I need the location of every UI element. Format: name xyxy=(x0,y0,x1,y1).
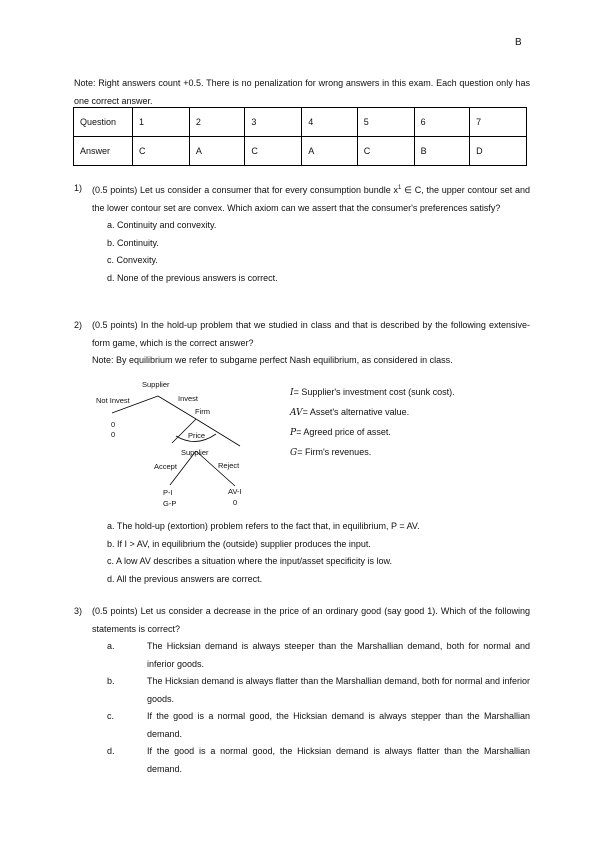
node-label: Firm xyxy=(195,407,210,416)
option-b: b. Continuity. xyxy=(107,237,159,248)
game-tree xyxy=(92,378,262,514)
question-number: 1) xyxy=(74,183,83,193)
definition xyxy=(290,423,455,443)
answer-cell: B xyxy=(414,137,469,166)
option-b xyxy=(107,673,530,708)
row-header-answer: Answer xyxy=(74,137,133,166)
question-cell: 7 xyxy=(470,108,527,137)
payoff: G-P xyxy=(163,499,177,508)
answer-table xyxy=(73,107,527,166)
question-2 xyxy=(74,317,530,370)
question-row xyxy=(74,108,527,137)
definition xyxy=(290,443,455,463)
answer-row xyxy=(74,137,527,166)
question-text: (0.5 points) Let us consider a decrease in the price of an ordinary good (say good 1). Which of the following statements is correct? xyxy=(92,606,530,634)
question-text-part: ∈ C, the upper contour set and the lower contour set are convex. Which axiom can we assert that the consumer's preferences satisfy? xyxy=(92,185,530,213)
definition xyxy=(290,403,455,423)
branch-label: Price xyxy=(188,431,206,440)
instructions-note: Note: Right answers count +0.5. There is no penalization for wrong answers in this exam. Each question only has one correct answer. xyxy=(74,78,530,106)
option-d: d. None of the previous answers is correct. xyxy=(107,272,278,283)
payoff: AV-I xyxy=(228,487,242,496)
question-2-options xyxy=(74,518,530,588)
payoff: 0 xyxy=(111,430,116,439)
question-number: 3) xyxy=(74,606,83,616)
question-text xyxy=(92,180,530,217)
answer-cell: D xyxy=(470,137,527,166)
node-label: Supplier xyxy=(142,380,170,389)
question-cell: 3 xyxy=(245,108,302,137)
option-text: The Hicksian demand is always steeper than the Marshallian demand, both for normal and inferior goods. xyxy=(147,641,530,669)
branch-label: Reject xyxy=(218,461,240,470)
option-label: a. xyxy=(107,641,115,651)
question-3 xyxy=(74,603,530,778)
question-cell: 2 xyxy=(189,108,244,137)
branch-label: Not Invest xyxy=(96,396,130,405)
question-cell: 4 xyxy=(302,108,357,137)
superscript: 1 xyxy=(398,185,402,191)
variable-definitions xyxy=(290,383,455,463)
definition-text: = Supplier's investment cost (sunk cost). xyxy=(293,387,455,397)
option-b: b. If I > AV, in equilibrium the (outside) supplier produces the input. xyxy=(107,538,371,549)
option-a: a. The hold-up (extortion) problem refers to the fact that, in equilibrium, P = AV. xyxy=(107,521,420,531)
option-text: The Hicksian demand is always flatter than the Marshallian demand, both for normal and inferior goods. xyxy=(147,676,530,704)
option-label: b. xyxy=(107,676,115,686)
branch-label: Accept xyxy=(154,462,177,471)
option-c: c. Convexity. xyxy=(107,255,158,265)
definition-text: = Asset's alternative value. xyxy=(302,407,410,417)
question-text: (0.5 points) In the hold-up problem that we studied in class and that is described by the following extensive-form game, which is the correct answer? xyxy=(92,320,530,348)
question-number: 2) xyxy=(74,320,83,330)
definition-text: = Agreed price of asset. xyxy=(296,427,391,437)
option-label: d. xyxy=(107,746,115,756)
branch-label: Invest xyxy=(178,394,199,403)
answer-cell: A xyxy=(302,137,357,166)
question-cell: 1 xyxy=(133,108,190,137)
question-cell: 6 xyxy=(414,108,469,137)
option-a xyxy=(107,638,530,673)
page-letter: B xyxy=(515,37,522,48)
option-label: c. xyxy=(107,711,115,721)
answer-cell: C xyxy=(245,137,302,166)
option-c: c. A low AV describes a situation where the input/asset specificity is low. xyxy=(107,556,392,566)
option-a: a. Continuity and convexity. xyxy=(107,220,217,230)
definition-text: = Firm's revenues. xyxy=(297,447,372,457)
answer-cell: A xyxy=(189,137,244,166)
question-1 xyxy=(74,180,530,287)
answer-cell: C xyxy=(133,137,190,166)
variable-symbol: AV xyxy=(290,408,303,418)
variable-symbol: G xyxy=(290,448,298,458)
option-text: If the good is a normal good, the Hicksian demand is always stepper than the Marshallian demand. xyxy=(147,711,530,739)
payoff: P-I xyxy=(163,488,173,497)
option-d xyxy=(107,743,530,778)
node-label: Supplier xyxy=(181,448,209,457)
answer-cell: C xyxy=(357,137,414,166)
question-text-part: (0.5 points) Let us consider a consumer that for every consumption bundle x xyxy=(92,185,399,195)
variable-symbol: P xyxy=(290,428,297,438)
option-c xyxy=(107,708,530,743)
option-text: If the good is a normal good, the Hicksian demand is always flatter than the Marshallian demand. xyxy=(147,746,530,774)
payoff: 0 xyxy=(233,498,238,507)
option-d: d. All the previous answers are correct. xyxy=(107,573,263,584)
payoff: 0 xyxy=(111,420,116,429)
question-cell: 5 xyxy=(357,108,414,137)
row-header-question: Question xyxy=(74,108,133,137)
question-note: Note: By equilibrium we refer to subgame perfect Nash equilibrium, as considered in class. xyxy=(92,355,453,365)
definition xyxy=(290,383,455,403)
variable-symbol: I xyxy=(290,388,294,398)
